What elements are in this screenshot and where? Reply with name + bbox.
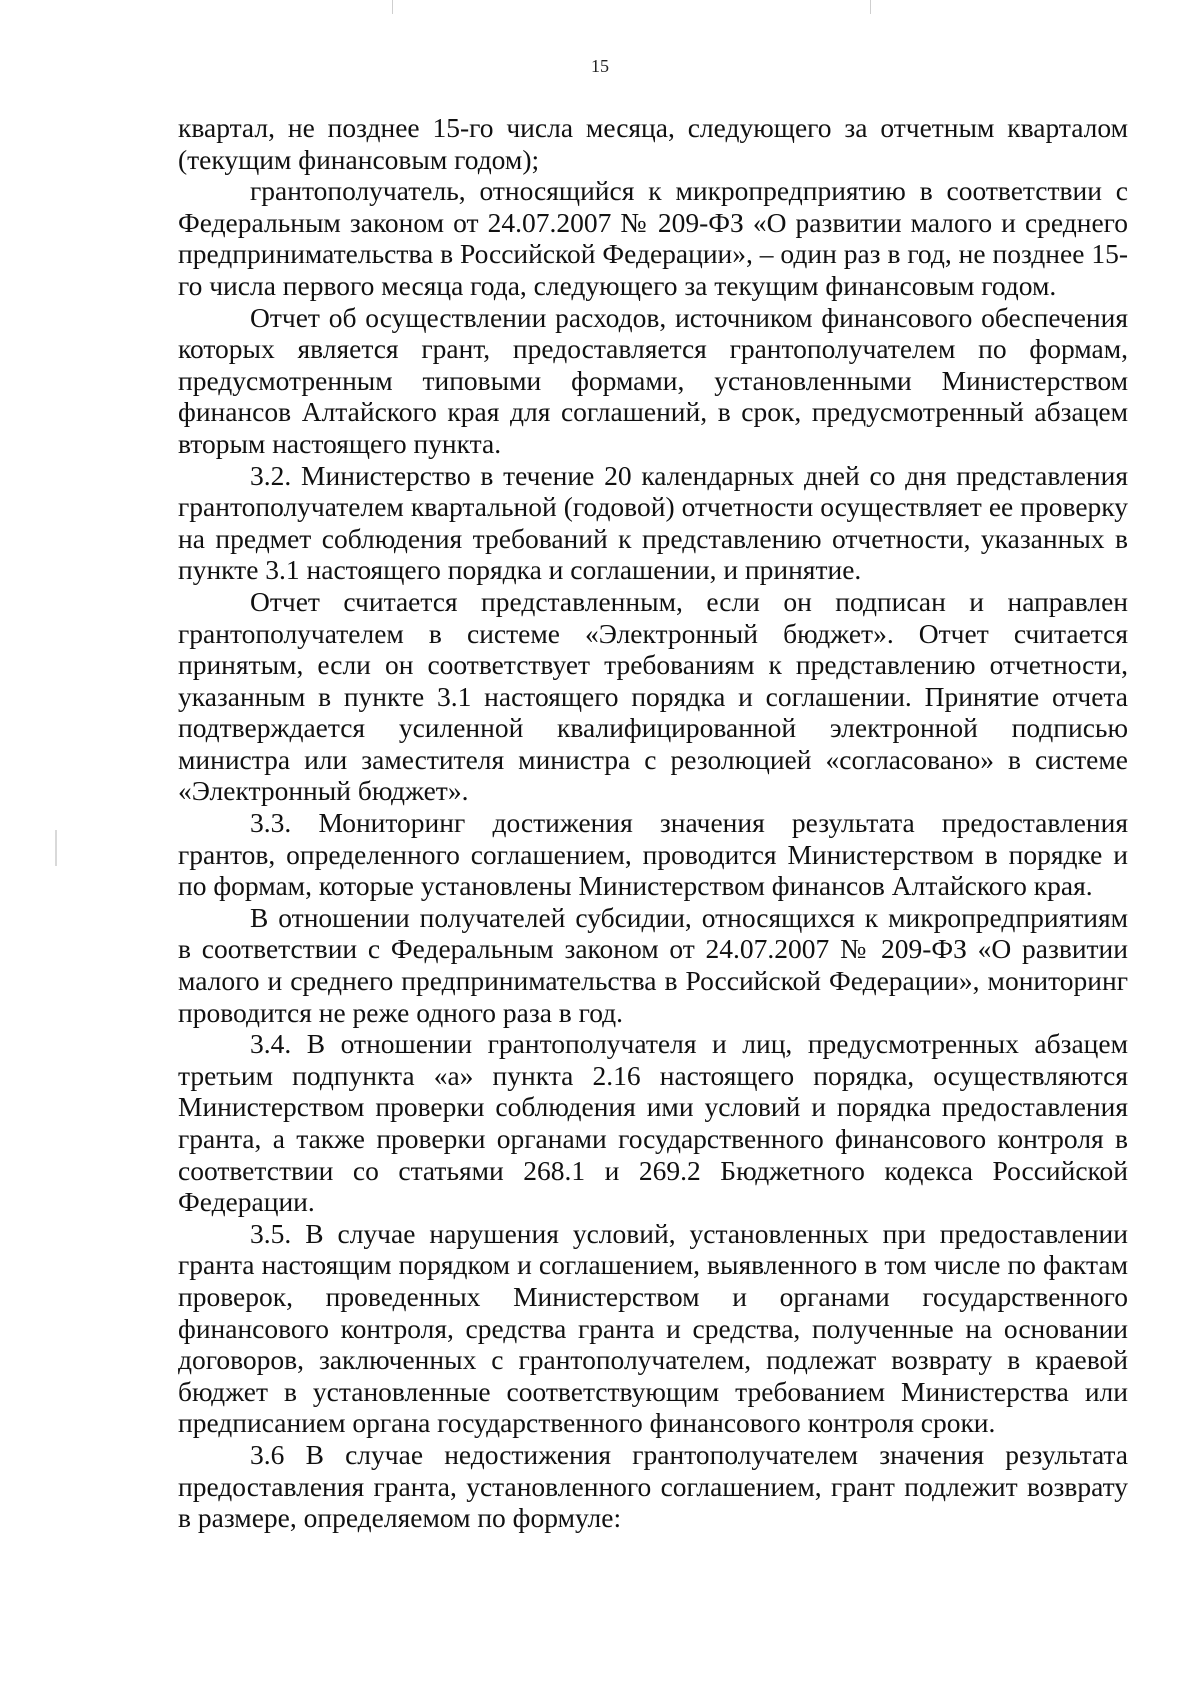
- paragraph: В отношении получателей субсидии, относящихся к микропредприятиям в соответствии с Федеральным законом от 24.07.2007 № 209-ФЗ «О развитии малого и среднего предпринимательства в Российской Федерации», мониторинг проводится не реже одного раза в год.: [178, 901, 1128, 1028]
- page-number: 15: [591, 56, 609, 76]
- paragraph: 3.3. Мониторинг достижения значения результата предоставления грантов, определенного соглашением, проводится Министерством в порядке и по формам, которые установлены Министерством финансов Алтайского края.: [178, 807, 1128, 902]
- scan-margin-mark: [55, 830, 57, 866]
- paragraph: 3.5. В случае нарушения условий, установленных при предоставлении гранта настоящим порядком и соглашением, выявленного в том числе по фактам проверок, проведенных Министерством и органами государственного финансового контроля, средства гранта и средства, полученные на основании договоров, заключенных с грантополучателем, подлежат возврату в краевой бюджет в установленные соответствующим требованием Министерства или предписанием органа государственного финансового контроля сроки.: [178, 1217, 1128, 1439]
- document-text: [178, 112, 1128, 1534]
- scan-mark: [870, 0, 871, 14]
- paragraph: 3.6 В случае недостижения грантополучателем значения результата предоставления гранта, установленного соглашением, грант подлежит возврату в размере, определяемом по формуле:: [178, 1438, 1128, 1534]
- paragraph: 3.2. Министерство в течение 20 календарных дней со дня представления грантополучателем квартальной (годовой) отчетности осуществляет ее проверку на предмет соблюдения требований к представлению отчетности, указанных в пункте 3.1 настоящего порядка и соглашении, и принятие.: [178, 459, 1128, 586]
- paragraph: грантополучатель, относящийся к микропредприятию в соответствии с Федеральным законом от 24.07.2007 № 209-ФЗ «О развитии малого и среднего предпринимательства в Российской Федерации», – один раз в год, не позднее 15-го числа первого месяца года, следующего за текущим финансовым годом.: [178, 175, 1128, 301]
- paragraph: 3.4. В отношении грантополучателя и лиц, предусмотренных абзацем третьим подпункта «а» пункта 2.16 настоящего порядка, осуществляются Министерством проверки соблюдения ими условий и порядка предоставления гранта, а также проверки органами государственного финансового контроля в соответствии со статьями 268.1 и 269.2 Бюджетного кодекса Российской Федерации.: [178, 1028, 1128, 1218]
- scan-mark: [392, 0, 393, 14]
- paragraph: квартал, не позднее 15-го числа месяца, следующего за отчетным кварталом (текущим финансовым годом);: [178, 112, 1128, 175]
- paragraph: Отчет считается представленным, если он подписан и направлен грантополучателем в системе «Электронный бюджет». Отчет считается принятым, если он соответствует требованиям к представлению отчетности, указанным в пункте 3.1 настоящего порядка и соглашении. Принятие отчета подтверждается усиленной квалифицированной электронной подписью министра или заместителя министра с резолюцией «согласовано» в системе «Электронный бюджет».: [178, 585, 1128, 807]
- paragraph: Отчет об осуществлении расходов, источником финансового обеспечения которых является грант, предоставляется грантополучателем по формам, предусмотренным типовыми формами, установленными Министерством финансов Алтайского края для соглашений, в срок, предусмотренный абзацем вторым настоящего пункта.: [178, 301, 1128, 459]
